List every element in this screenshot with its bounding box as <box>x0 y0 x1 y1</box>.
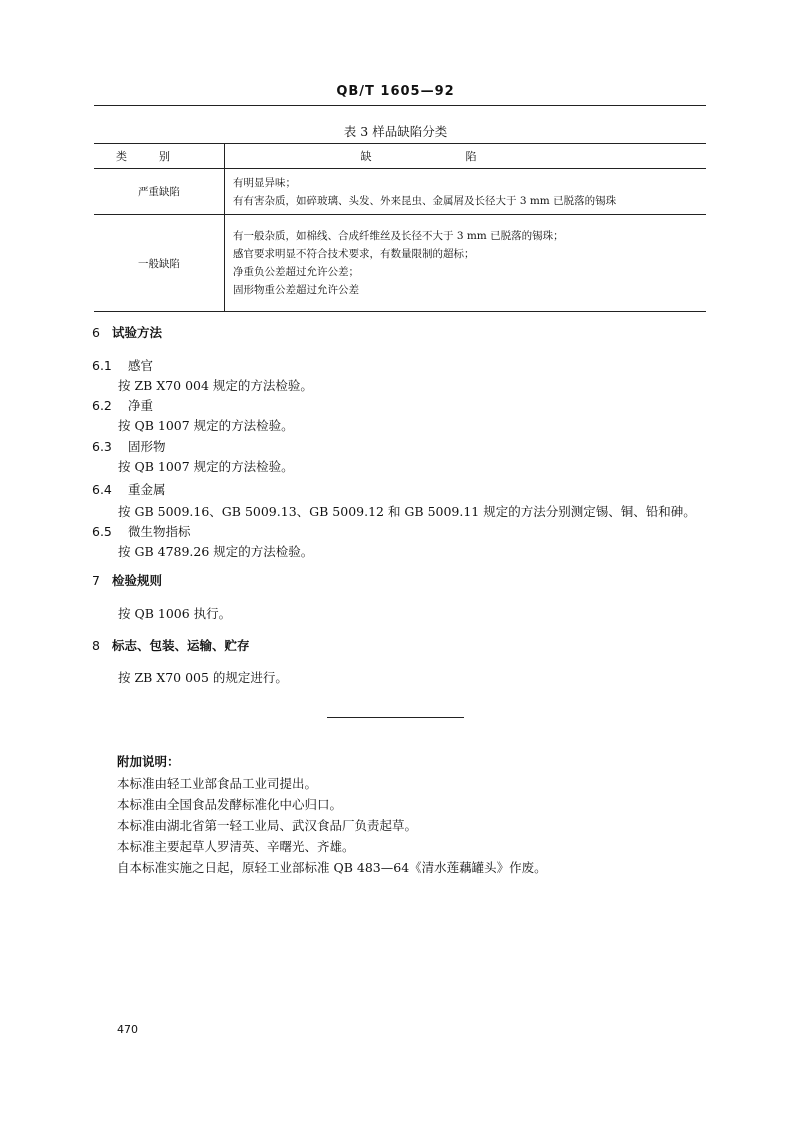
column-header-defect: 缺陷 <box>225 144 707 169</box>
section-8-heading: 8 标志、包装、运输、贮存 <box>92 638 250 653</box>
defect-line: 有有害杂质，如碎玻璃、头发、外来昆虫、金属屑及长径大于 3 mm 已脱落的锡珠 <box>233 194 617 207</box>
section-7-text: 按 QB 1006 执行。 <box>118 606 232 621</box>
page-number: 470 <box>117 1023 138 1036</box>
section-6-4-text: 按 GB 5009.16、GB 5009.13、GB 5009.12 和 GB 5009.11 规定的方法分别测定锡、铜、铅和砷。 <box>118 504 696 519</box>
section-6-1-heading: 6.1 感官 <box>92 358 154 373</box>
section-6-1-text: 按 ZB X70 004 规定的方法检验。 <box>118 378 313 393</box>
section-6-5-heading: 6.5 微生物指标 <box>92 524 191 539</box>
section-6-2-text: 按 QB 1007 规定的方法检验。 <box>118 418 294 433</box>
defect-line: 净重负公差超过允许公差； <box>233 266 359 278</box>
header-rule <box>94 105 706 106</box>
defect-line: 有一般杂质，如棉线、合成纤维丝及长径不大于 3 mm 已脱落的锡珠； <box>233 230 564 242</box>
column-header-category: 类别 <box>94 144 225 169</box>
section-7-heading: 7 检验规则 <box>92 573 163 588</box>
section-6-4-heading: 6.4 重金属 <box>92 482 166 497</box>
note-line: 自本标准实施之日起，原轻工业部标准 QB 483—64《清水莲藕罐头》作废。 <box>117 860 547 875</box>
section-6-3-text: 按 QB 1007 规定的方法检验。 <box>118 459 294 474</box>
defect-classification-table <box>94 143 706 312</box>
section-8-text: 按 ZB X70 005 的规定进行。 <box>118 670 288 685</box>
standard-code: QB/T 1605—92 <box>336 84 455 99</box>
row-defects <box>225 169 707 215</box>
section-6-3-heading: 6.3 固形物 <box>92 439 166 454</box>
table-row <box>94 215 706 312</box>
section-6-2-heading: 6.2 净重 <box>92 398 154 413</box>
table-title: 表 3 样品缺陷分类 <box>343 124 448 139</box>
notes-title: 附加说明： <box>117 754 180 769</box>
defect-line: 感官要求明显不符合技术要求，有数量限制的超标； <box>233 248 475 260</box>
row-category: 一般缺陷 <box>94 215 225 312</box>
end-divider <box>327 717 464 718</box>
table-row <box>94 169 706 215</box>
note-line: 本标准由轻工业部食品工业司提出。 <box>117 776 318 791</box>
note-line: 本标准主要起草人罗清英、辛曙光、齐雄。 <box>117 839 355 854</box>
section-6-heading: 6 试验方法 <box>92 325 163 340</box>
section-6-5-text: 按 GB 4789.26 规定的方法检验。 <box>118 544 314 559</box>
table-header-row <box>94 144 706 169</box>
row-category: 严重缺陷 <box>94 169 225 215</box>
defect-line: 有明显异味； <box>233 176 296 189</box>
note-line: 本标准由全国食品发酵标准化中心归口。 <box>117 797 343 812</box>
row-defects <box>225 215 707 312</box>
defect-line: 固形物重公差超过允许公差 <box>233 284 359 296</box>
note-line: 本标准由湖北省第一轻工业局、武汉食品厂负责起草。 <box>117 818 418 833</box>
